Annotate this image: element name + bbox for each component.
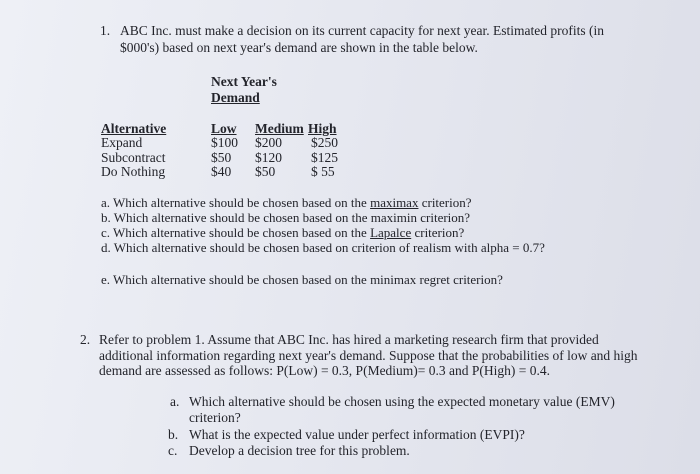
q1-text-line1: ABC Inc. must make a decision on its current capacity for next year. Estimated profits (in (120, 23, 604, 38)
col-header-alternative: Alternative (101, 121, 167, 136)
q1-part-a: a. Which alternative should be chosen based on the maximax criterion? (101, 195, 472, 210)
q1-text-line2: $000's) based on next year's demand are shown in the table below. (120, 40, 478, 55)
row-donothing-high: $ 55 (311, 164, 335, 179)
term-lapalce: Lapalce (370, 225, 412, 240)
row-expand-low: $100 (211, 135, 238, 150)
q2-part-b: What is the expected value under perfect information (EVPI)? (189, 427, 525, 442)
q1-number: 1. (100, 23, 111, 38)
q2-part-c-label: c. (168, 443, 178, 458)
row-expand-label: Expand (101, 135, 143, 150)
q1-part-e: e. Which alternative should be chosen based on the minimax regret criterion? (101, 272, 503, 287)
q2-part-a-line1: Which alternative should be chosen using the expected monetary value (EMV) (189, 394, 615, 409)
q1-part-d: d. Which alternative should be chosen based on criterion of realism with alpha = 0.7? (101, 240, 545, 255)
row-expand-high: $250 (311, 135, 338, 150)
q2-part-c: Develop a decision tree for this problem. (189, 443, 410, 458)
col-header-low: Low (211, 121, 237, 136)
q1-part-c: c. Which alternative should be chosen based on the Lapalce criterion? (101, 225, 465, 240)
row-donothing-low: $40 (211, 164, 232, 179)
term-maximax: maximax (370, 195, 419, 210)
q1-part-b: b. Which alternative should be chosen based on the maximin criterion? (101, 210, 471, 225)
col-header-high: High (308, 121, 337, 136)
q2-part-b-label: b. (168, 427, 179, 442)
q2-part-a-line2: criterion? (189, 410, 241, 425)
table-group-header-line2: Demand (211, 90, 260, 105)
row-subcontract-medium: $120 (255, 150, 282, 165)
q2-text-line3: demand are assessed as follows: P(Low) = 0.3, P(Medium)= 0.3 and P(High) = 0.4. (99, 363, 551, 378)
row-donothing-medium: $50 (255, 164, 276, 179)
row-subcontract-label: Subcontract (101, 150, 166, 165)
col-header-medium: Medium (255, 121, 304, 136)
q2-number: 2. (80, 332, 91, 347)
q2-text-line1: Refer to problem 1. Assume that ABC Inc. has hired a marketing research firm that provided (99, 332, 599, 347)
row-donothing-label: Do Nothing (101, 164, 166, 179)
row-subcontract-low: $50 (211, 150, 232, 165)
q2-text-line2: additional information regarding next year's demand. Suppose that the probabilities of low and high (99, 348, 638, 363)
q2-part-a-label: a. (170, 394, 180, 409)
row-expand-medium: $200 (255, 135, 282, 150)
table-group-header-line1: Next Year's (211, 74, 277, 89)
row-subcontract-high: $125 (311, 150, 338, 165)
